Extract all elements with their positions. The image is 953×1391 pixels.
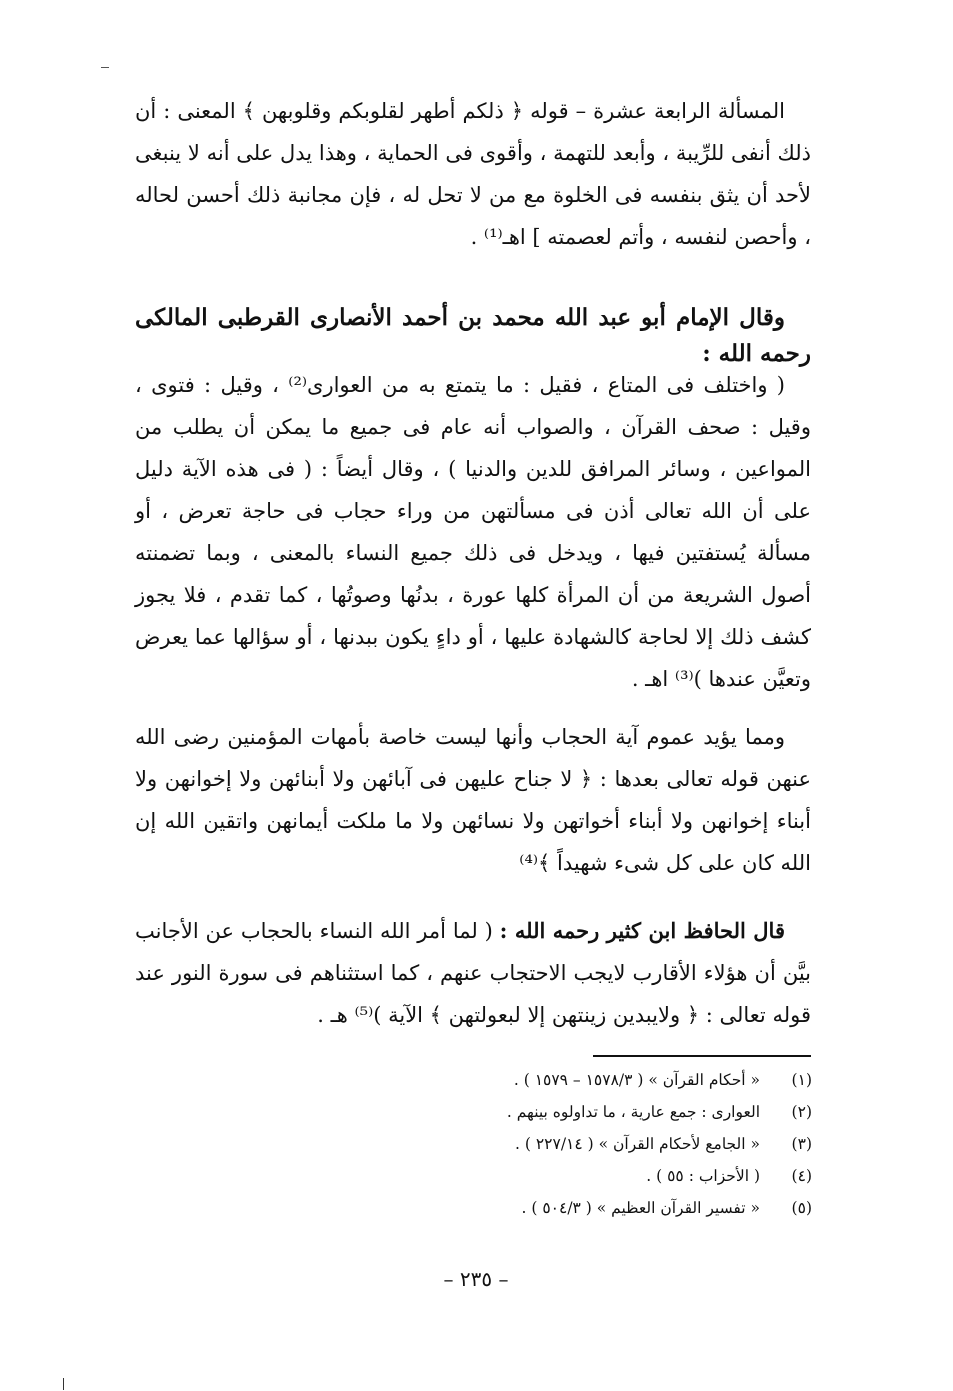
paragraph-masala-14 — [135, 90, 811, 258]
qurtubi-heading — [135, 300, 811, 372]
scan-mark-top — [101, 67, 109, 68]
ibn-kathir-quote: ( لما أمر الله النساء بالحجاب عن الأجانب بيَّن أن هؤلاء الأقارب لايجب الاحتجاب عنهم ، كما استثناهم فى سورة النور عند قوله تعالى : ﴿ ولايبدين زينتهن إلا لبعولتهن ﴾ الآية )⁽⁵⁾ هـ . — [135, 919, 811, 1027]
footnote-4 — [300, 1160, 812, 1192]
paragraph-qurtubi-quote — [135, 364, 811, 700]
footnote-1 — [300, 1064, 812, 1096]
footnote-number: (٥) — [791, 1199, 812, 1217]
paragraph-text — [135, 910, 811, 1036]
footnote-separator — [593, 1055, 811, 1057]
footnote-text: العوارى : جمع عارية ، ما تداولوه بينهم . — [506, 1103, 760, 1121]
footnote-number: (٢) — [791, 1103, 812, 1121]
paragraph-text: ( واختلف فى المتاع ، فقيل : ما يتمتع به من العوارى⁽²⁾ ، وقيل : فتوى ، وقيل : صحف القرآن ، والصواب أنه عام فى جميع ما يمكن أن يطلب من المواعين ، وسائر المرافق للدين والدنيا ) ، وقال أيضاً : ( فى هذه الآية دليل على أن الله تعالى أذن فى مسألتهن من وراء حجاب فى حاجة تعرض ، أو مسألة يُستفتين فيها ، ويدخل فى ذلك جميع النساء بالمعنى ، وبما تضمنته أصول الشريعة من أن المرأة كلها عورة ، بدنُها وصوتُها ، كما تقدم ، فلا يجوز كشف ذلك إلا لحاجة كالشهادة عليها ، أو داءٍ يكون ببدنها ، أو سؤالها عما يعرض وتعيَّن عندها )⁽³⁾ اهـ . — [135, 373, 811, 691]
heading-text: وقال الإمام أبو عبد الله محمد بن أحمد الأنصارى القرطبى المالكى رحمه الله : — [135, 304, 811, 367]
footnote-3 — [300, 1128, 812, 1160]
paragraph-text: المسألة الرابعة عشرة – قوله ﴿ ذلكم أطهر لقلوبكم وقلوبهن ﴾ المعنى : أن ذلك أنفى للرِّيبة ، وأبعد للتهمة ، وأقوى فى الحماية ، وهذا يدل على أنه لا ينبغى لأحد أن يثق بنفسه فى الخلوة مع من لا تحل له ، فإن مجانبة ذلك أحسن لحاله ، وأحصن لنفسه ، وأتم لعصمته ] اهـ⁽¹⁾ . — [135, 99, 811, 249]
ibn-kathir-heading: قال الحافظ ابن كثير رحمه الله : — [499, 918, 785, 943]
footnote-number: (٣) — [791, 1135, 812, 1153]
scan-mark-bottom — [63, 1378, 64, 1390]
footnote-text: « أحكام القرآن » ( ١٥٧٨/٣ – ١٥٧٩ ) . — [513, 1071, 760, 1089]
paragraph-hijab-verse — [135, 716, 811, 884]
footnote-text: « الجامع لأحكام القرآن » ( ٢٢٧/١٤ ) . — [515, 1135, 760, 1153]
footnote-text: ( الأحزاب : ٥٥ ) . — [646, 1167, 760, 1185]
footnote-text: « تفسير القرآن العظيم » ( ٥٠٤/٣ ) . — [521, 1199, 760, 1217]
footnote-number: (٤) — [791, 1167, 812, 1185]
footnotes — [300, 1064, 812, 1224]
footnote-2 — [300, 1096, 812, 1128]
paragraph-ibn-kathir — [135, 910, 811, 1036]
page-number: – ٢٣٥ – — [443, 1267, 509, 1291]
paragraph-text: ومما يؤيد عموم آية الحجاب وأنها ليست خاصة بأمهات المؤمنين رضى الله عنهن قوله تعالى بعدها : ﴿ لا جناح عليهن فى آبائهن ولا أبنائهن ولا إخوانهن ولا أبناء إخوانهن ولا أبناء أخواتهن ولا نسائهن ولا ما ملكت أيمانهن واتقين الله إن الله كان على كل شىء شهيداً ﴾⁽⁴⁾ — [135, 725, 811, 875]
footnote-5 — [300, 1192, 812, 1224]
footnote-number: (١) — [791, 1071, 812, 1089]
